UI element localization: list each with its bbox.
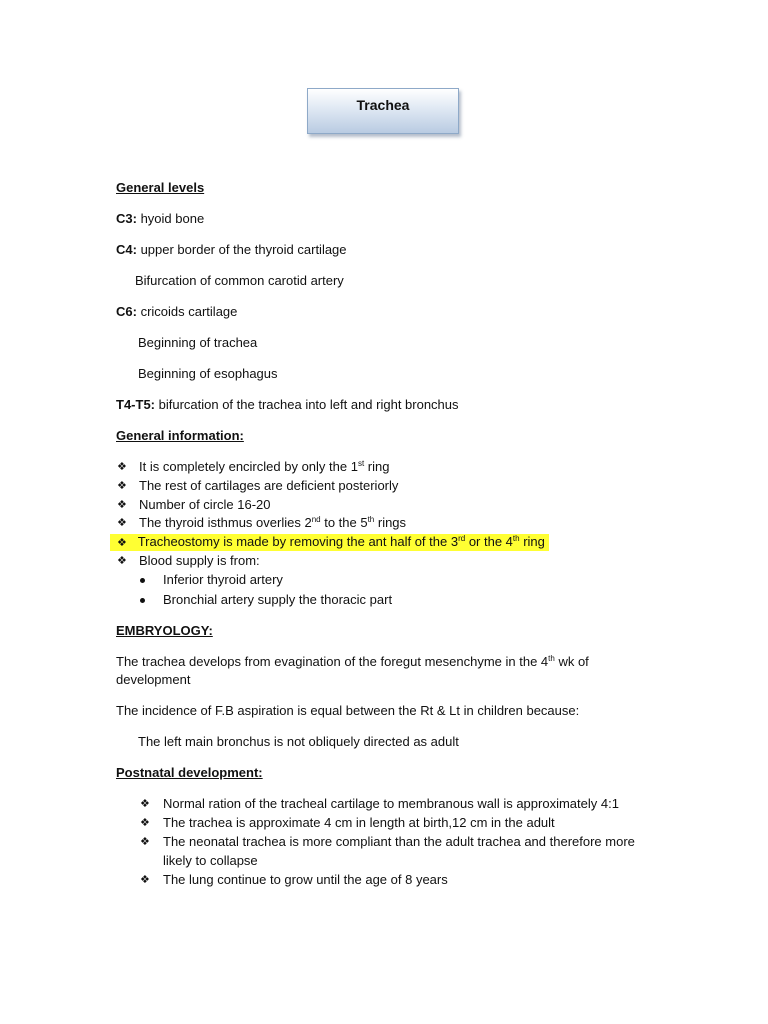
postnatal-heading: Postnatal development: [116,765,263,780]
diamond-bullet-icon: ❖ [117,537,127,549]
level-c6-sub-2: Beginning of esophagus [138,366,278,381]
blood-supply-item-2: Bronchial artery supply the thoracic part [163,592,393,607]
diamond-bullet-icon: ❖ [117,499,127,511]
embryology-p1-text: The trachea develops from evagination of the foregut mesenchyme in the 4 [116,654,549,669]
info-bullet-5-sup-2: th [512,534,520,543]
level-c4 [116,242,347,258]
embryology-paragraph-3: The left main bronchus is not obliquely directed as adult [138,734,459,749]
postnatal-bullet-1: Normal ration of the tracheal cartilage to membranous wall is approximately 4:1 [163,796,619,811]
dot-bullet-icon [140,598,145,603]
level-t4-t5 [116,397,459,413]
info-bullet-4-mid: to the 5 [320,515,368,530]
level-c4-sub: Bifurcation of common carotid artery [135,273,344,288]
info-bullet-5-mid: or the 4 [465,534,513,549]
page-title: Trachea [356,97,410,113]
postnatal-bullet-4: The lung continue to grow until the age of 8 years [163,872,448,887]
highlighted-bullet [110,534,549,551]
info-bullet-4-sup-2: th [367,515,375,524]
embryology-paragraph-2: The incidence of F.B aspiration is equal between the Rt & Lt in children because: [116,703,580,718]
level-c6-sub-1: Beginning of trachea [138,335,258,350]
title-box [307,88,459,134]
embryology-paragraph-1 [116,654,589,670]
info-bullet-4-sup-1: nd [311,515,321,524]
postnatal-bullet-3-line-2: likely to collapse [163,853,258,868]
level-c4-label: C4: [116,242,137,257]
info-bullet-1-end: ring [364,459,390,474]
level-c3-text: hyoid bone [136,211,205,226]
diamond-bullet-icon: ❖ [117,480,127,492]
level-c6-text: cricoids cartilage [136,304,238,319]
diamond-bullet-icon: ❖ [140,817,150,829]
level-c3-label: C3: [116,211,137,226]
level-c6-label: C6: [116,304,137,319]
info-bullet-4 [139,515,406,531]
info-bullet-1-sup: st [357,459,365,468]
info-bullet-5-end: ring [519,534,545,549]
embryology-p1-end: wk of [554,654,589,669]
postnatal-bullet-2: The trachea is approximate 4 cm in length at birth,12 cm in the adult [163,815,555,830]
level-t4-text: bifurcation of the trachea into left and right bronchus [155,397,459,412]
info-bullet-2: The rest of cartilages are deficient posteriorly [139,478,399,493]
diamond-bullet-icon: ❖ [117,555,127,567]
info-bullet-1-text: It is completely encircled by only the 1 [139,459,358,474]
embryology-heading: EMBRYOLOGY: [116,623,213,638]
embryology-p1-sup: th [548,654,555,663]
diamond-bullet-icon: ❖ [140,836,150,848]
embryology-paragraph-1-line-2: development [116,672,191,687]
info-bullet-3: Number of circle 16-20 [139,497,271,512]
info-bullet-5-text: Tracheostomy is made by removing the ant half of the 3 [137,534,459,549]
postnatal-bullet-3: The neonatal trachea is more compliant than the adult trachea and therefore more [163,834,635,849]
level-c4-text: upper border of the thyroid cartilage [136,242,347,257]
info-bullet-6: Blood supply is from: [139,553,260,568]
general-information-heading: General information: [116,428,244,443]
diamond-bullet-icon: ❖ [140,798,150,810]
info-bullet-1 [139,459,389,475]
dot-bullet-icon [140,578,145,583]
level-t4-label: T4-T5: [116,397,155,412]
info-bullet-4-end: rings [374,515,407,530]
level-c3 [116,211,204,227]
info-bullet-4-text: The thyroid isthmus overlies 2 [139,515,312,530]
blood-supply-item-1: Inferior thyroid artery [163,572,283,587]
general-levels-heading: General levels [116,180,205,195]
diamond-bullet-icon: ❖ [117,461,127,473]
diamond-bullet-icon: ❖ [117,517,127,529]
level-c6 [116,304,237,320]
info-bullet-5-sup-1: rd [458,534,466,543]
diamond-bullet-icon: ❖ [140,874,150,886]
